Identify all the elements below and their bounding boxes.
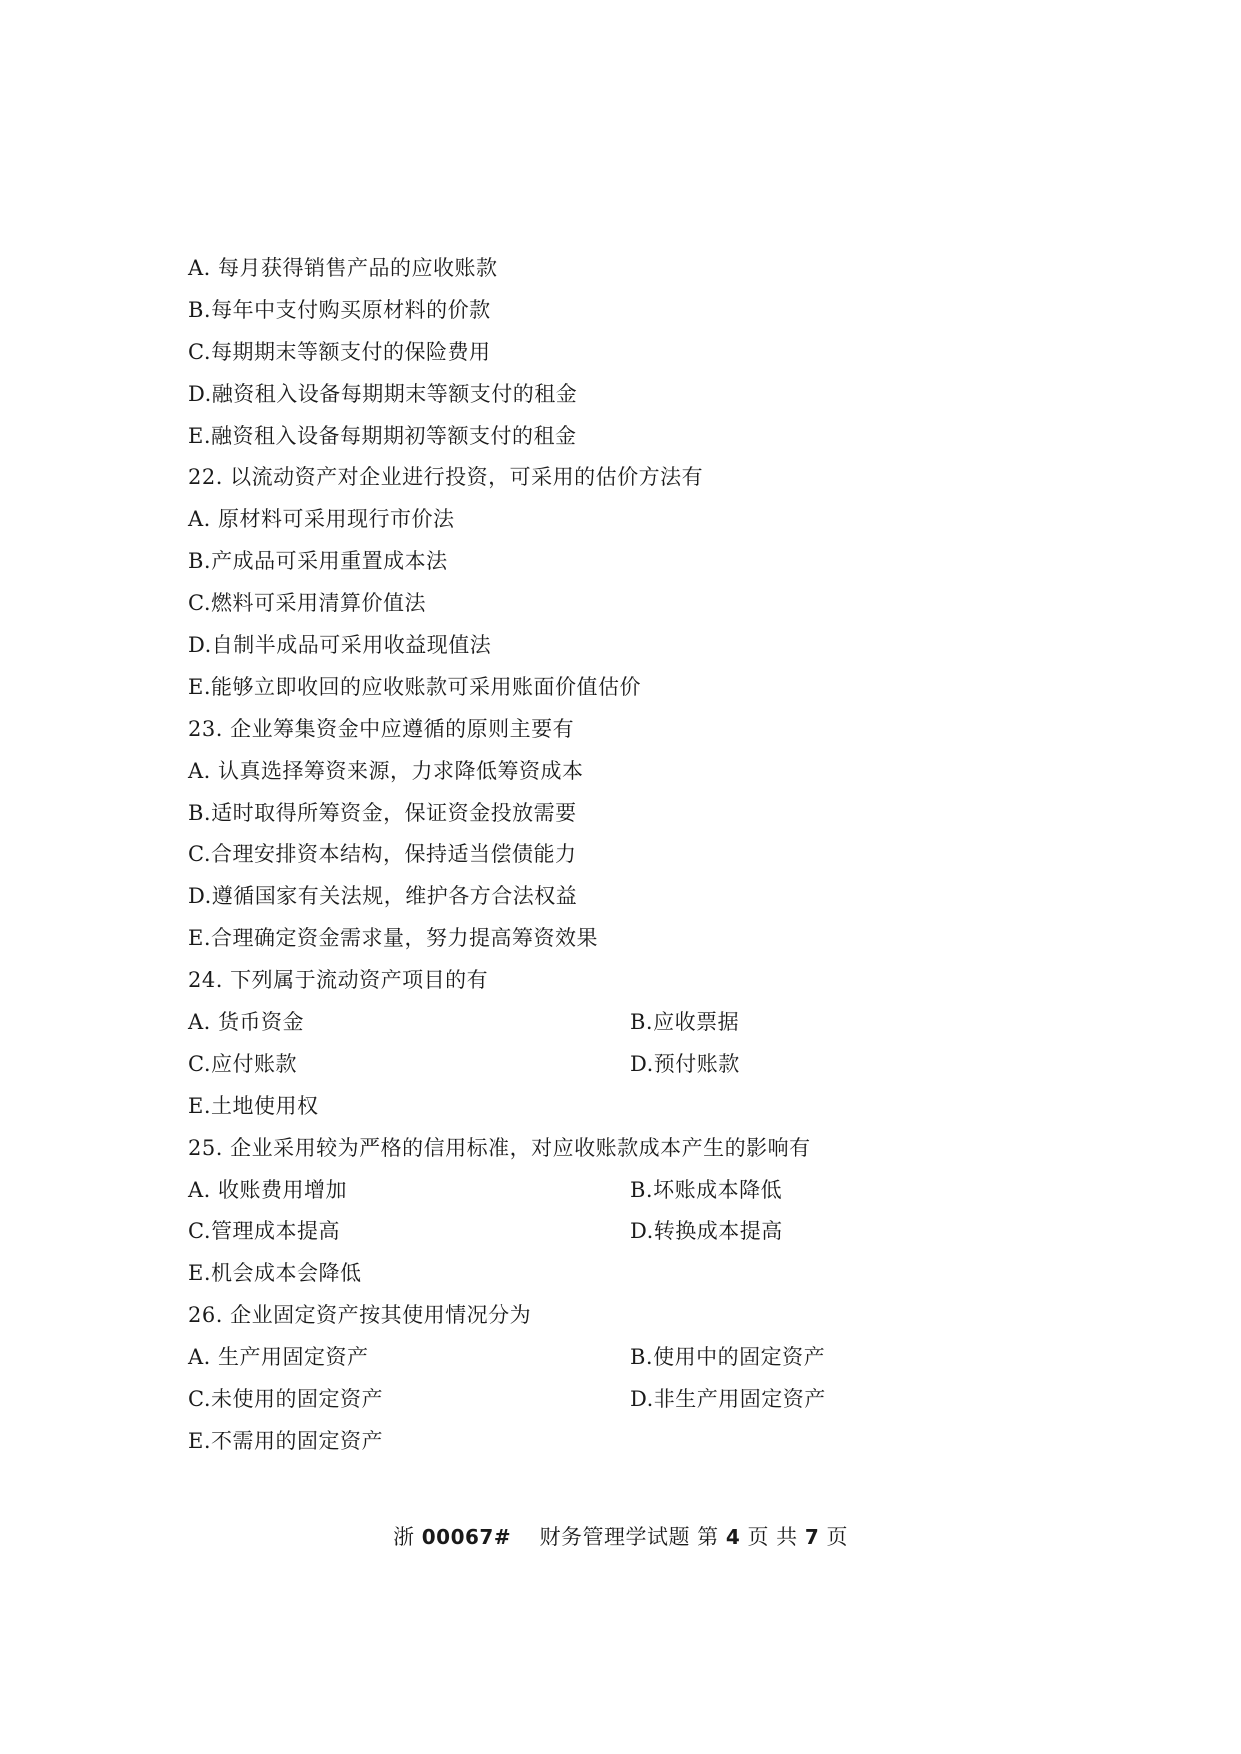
q22-stem: 22. 以流动资产对企业进行投资，可采用的估价方法有 [188, 465, 704, 490]
footer-page-mid: 页 共 [747, 1525, 798, 1549]
q24-options-row-1 [188, 1002, 1088, 1044]
q25-options-row-1 [188, 1170, 1088, 1212]
q23-option-b: B.适时取得所筹资金，保证资金投放需要 [188, 800, 577, 825]
q22-option-a: A. 原材料可采用现行市价法 [188, 507, 455, 532]
q24-option-a: A. 货币资金 [188, 1010, 305, 1035]
q22-option-d: D.自制半成品可采用收益现值法 [188, 633, 492, 658]
q22-option-c: C.燃料可采用清算价值法 [188, 591, 426, 616]
q24-option-c: C.应付账款 [188, 1051, 297, 1076]
footer-page-current: 4 [725, 1525, 741, 1549]
footer-page-total: 7 [804, 1525, 820, 1549]
q26-option-d: D.非生产用固定资产 [630, 1387, 826, 1412]
q26-options-row-1 [188, 1337, 1088, 1379]
q23-option-a: A. 认真选择筹资来源，力求降低筹资成本 [188, 758, 584, 783]
footer-exam-title: 财务管理学试题 [539, 1525, 690, 1549]
q24-option-b: B.应收票据 [630, 1010, 740, 1035]
footer-page-suffix: 页 [826, 1525, 848, 1549]
q21-option-b: B.每年中支付购买原材料的价款 [188, 297, 491, 322]
q24-option-e: E.土地使用权 [188, 1093, 319, 1118]
question-list [188, 248, 1088, 1463]
page-footer [0, 1522, 1241, 1552]
q25-option-b: B.坏账成本降低 [630, 1177, 783, 1202]
q24-option-d: D.预付账款 [630, 1051, 740, 1076]
q21-option-c: C.每期期末等额支付的保险费用 [188, 339, 491, 364]
footer-province: 浙 [393, 1525, 415, 1549]
q23-stem: 23. 企业筹集资金中应遵循的原则主要有 [188, 716, 575, 741]
q23-option-d: D.遵循国家有关法规，维护各方合法权益 [188, 884, 578, 909]
q26-options-row-2 [188, 1379, 1088, 1421]
q22-option-b: B.产成品可采用重置成本法 [188, 549, 448, 574]
q26-stem: 26. 企业固定资产按其使用情况分为 [188, 1303, 532, 1328]
q26-option-e: E.不需用的固定资产 [188, 1428, 384, 1453]
q23-option-c: C.合理安排资本结构，保持适当偿债能力 [188, 842, 577, 867]
q26-option-a: A. 生产用固定资产 [188, 1345, 369, 1370]
q25-option-e: E.机会成本会降低 [188, 1261, 362, 1286]
footer-exam-code: 00067# [421, 1525, 512, 1549]
q21-option-d: D.融资租入设备每期期末等额支付的租金 [188, 381, 578, 406]
q26-option-b: B.使用中的固定资产 [630, 1345, 826, 1370]
q23-option-e: E.合理确定资金需求量，努力提高筹资效果 [188, 926, 599, 951]
q21-option-a: A. 每月获得销售产品的应收账款 [188, 256, 498, 280]
q24-options-row-2 [188, 1044, 1088, 1086]
q25-option-a: A. 收账费用增加 [188, 1177, 348, 1202]
q25-option-c: C.管理成本提高 [188, 1219, 340, 1244]
q25-option-d: D.转换成本提高 [630, 1219, 783, 1244]
q21-option-e: E.融资租入设备每期期初等额支付的租金 [188, 423, 577, 448]
q26-option-c: C.未使用的固定资产 [188, 1387, 383, 1412]
q24-stem: 24. 下列属于流动资产项目的有 [188, 968, 489, 993]
q25-options-row-2 [188, 1211, 1088, 1253]
footer-page-prefix: 第 [697, 1525, 719, 1549]
q22-option-e: E.能够立即收回的应收账款可采用账面价值估价 [188, 674, 642, 699]
q25-stem: 25. 企业采用较为严格的信用标准，对应收账款成本产生的影响有 [188, 1135, 811, 1160]
